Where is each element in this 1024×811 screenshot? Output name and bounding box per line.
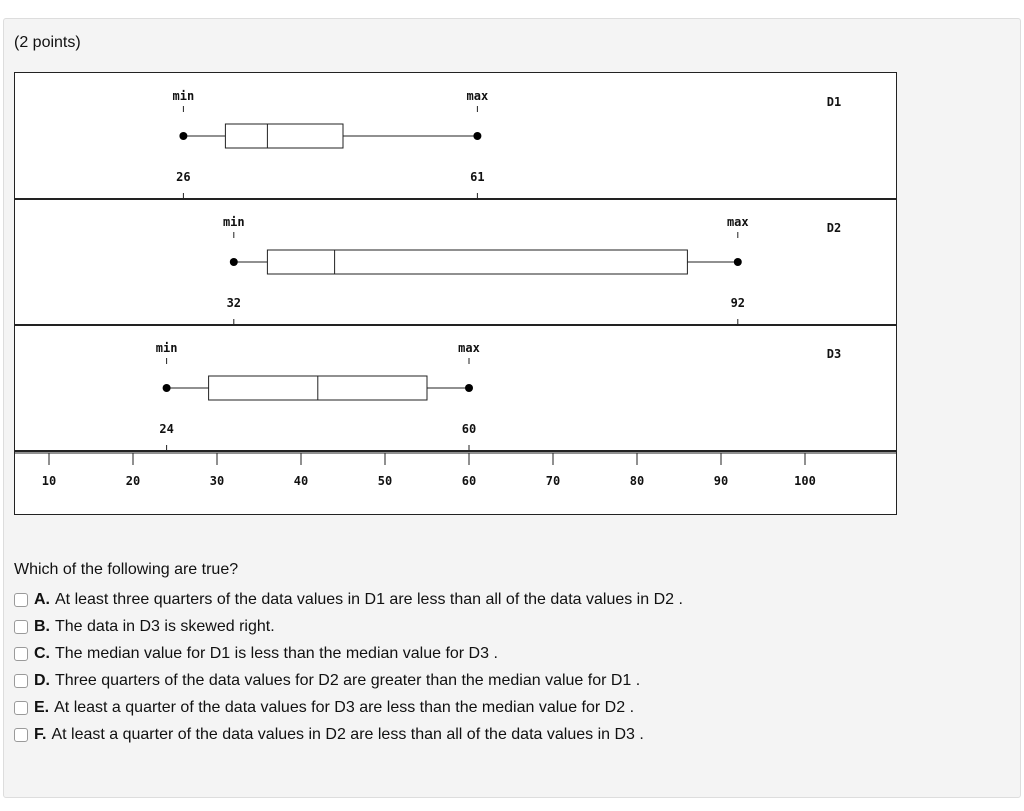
points-label: (2 points) <box>14 34 81 51</box>
option-f-text: At least a quarter of the data values in D2 are less than all of the data values in D3 . <box>51 725 644 743</box>
option-c-text: The median value for D1 is less than the median value for D3 . <box>55 644 498 662</box>
x-tick-label-60: 60 <box>461 474 477 488</box>
option-c-letter: C. <box>34 644 50 662</box>
x-tick-label-80: 80 <box>629 474 645 488</box>
d2-min-point <box>230 258 238 266</box>
option-a-letter: A. <box>34 590 50 608</box>
option-e[interactable] <box>14 694 683 721</box>
d2-max-point <box>734 258 742 266</box>
d3-max-label: max <box>458 341 480 355</box>
option-f-checkbox[interactable] <box>14 728 28 742</box>
option-d-letter: D. <box>34 671 50 689</box>
option-f[interactable] <box>14 721 683 748</box>
x-tick-label-90: 90 <box>713 474 729 488</box>
d2-min-label: min <box>222 215 245 229</box>
option-a-text: At least three quarters of the data values in D1 are less than all of the data values in D2 . <box>55 590 683 608</box>
option-e-letter: E. <box>34 698 50 716</box>
boxplot-chart <box>14 72 897 515</box>
d1-min-label: min <box>172 89 195 103</box>
option-e-checkbox[interactable] <box>14 701 28 715</box>
d1-max-value: 61 <box>470 170 485 184</box>
d3-min-point <box>163 384 171 392</box>
d3-max-value: 60 <box>461 422 477 436</box>
d2-min-value: 32 <box>226 296 242 310</box>
option-f-letter: F. <box>34 725 47 743</box>
d2-max-label: max <box>726 215 749 229</box>
d1-max-label: max <box>466 89 489 103</box>
x-tick-label-20: 20 <box>125 474 141 488</box>
d3-series-label: D3 <box>826 347 842 361</box>
x-tick-label-10: 10 <box>41 474 57 488</box>
option-c[interactable] <box>14 640 683 667</box>
option-b[interactable] <box>14 613 683 640</box>
option-d-checkbox[interactable] <box>14 674 28 688</box>
d1-series-label: D1 <box>826 95 842 109</box>
option-b-text: The data in D3 is skewed right. <box>55 617 275 635</box>
x-tick-label-50: 50 <box>377 474 393 488</box>
d1-max-point <box>473 132 481 140</box>
x-tick-label-70: 70 <box>545 474 561 488</box>
options-list <box>14 586 683 748</box>
option-e-text: At least a quarter of the data values for D3 are less than the median value for D2 . <box>54 698 635 716</box>
x-tick-label-40: 40 <box>293 474 309 488</box>
option-d-text: Three quarters of the data values for D2 are greater than the median value for D1 . <box>55 671 641 689</box>
option-a[interactable] <box>14 586 683 613</box>
question-text: Which of the following are true? <box>14 561 239 578</box>
x-tick-label-100: 100 <box>794 474 816 488</box>
option-c-checkbox[interactable] <box>14 647 28 661</box>
option-b-letter: B. <box>34 617 50 635</box>
d2-max-value: 92 <box>730 296 746 310</box>
d2-series-label: D2 <box>826 221 842 235</box>
d1-box <box>225 124 343 148</box>
option-d[interactable] <box>14 667 683 694</box>
d1-min-value: 26 <box>176 170 191 184</box>
boxplot-svg <box>15 73 896 514</box>
d3-max-point <box>465 384 473 392</box>
d1-min-point <box>179 132 187 140</box>
option-b-checkbox[interactable] <box>14 620 28 634</box>
d2-box <box>267 250 687 274</box>
x-tick-label-30: 30 <box>209 474 225 488</box>
d3-min-label: min <box>155 341 178 355</box>
d3-min-value: 24 <box>159 422 174 436</box>
option-a-checkbox[interactable] <box>14 593 28 607</box>
